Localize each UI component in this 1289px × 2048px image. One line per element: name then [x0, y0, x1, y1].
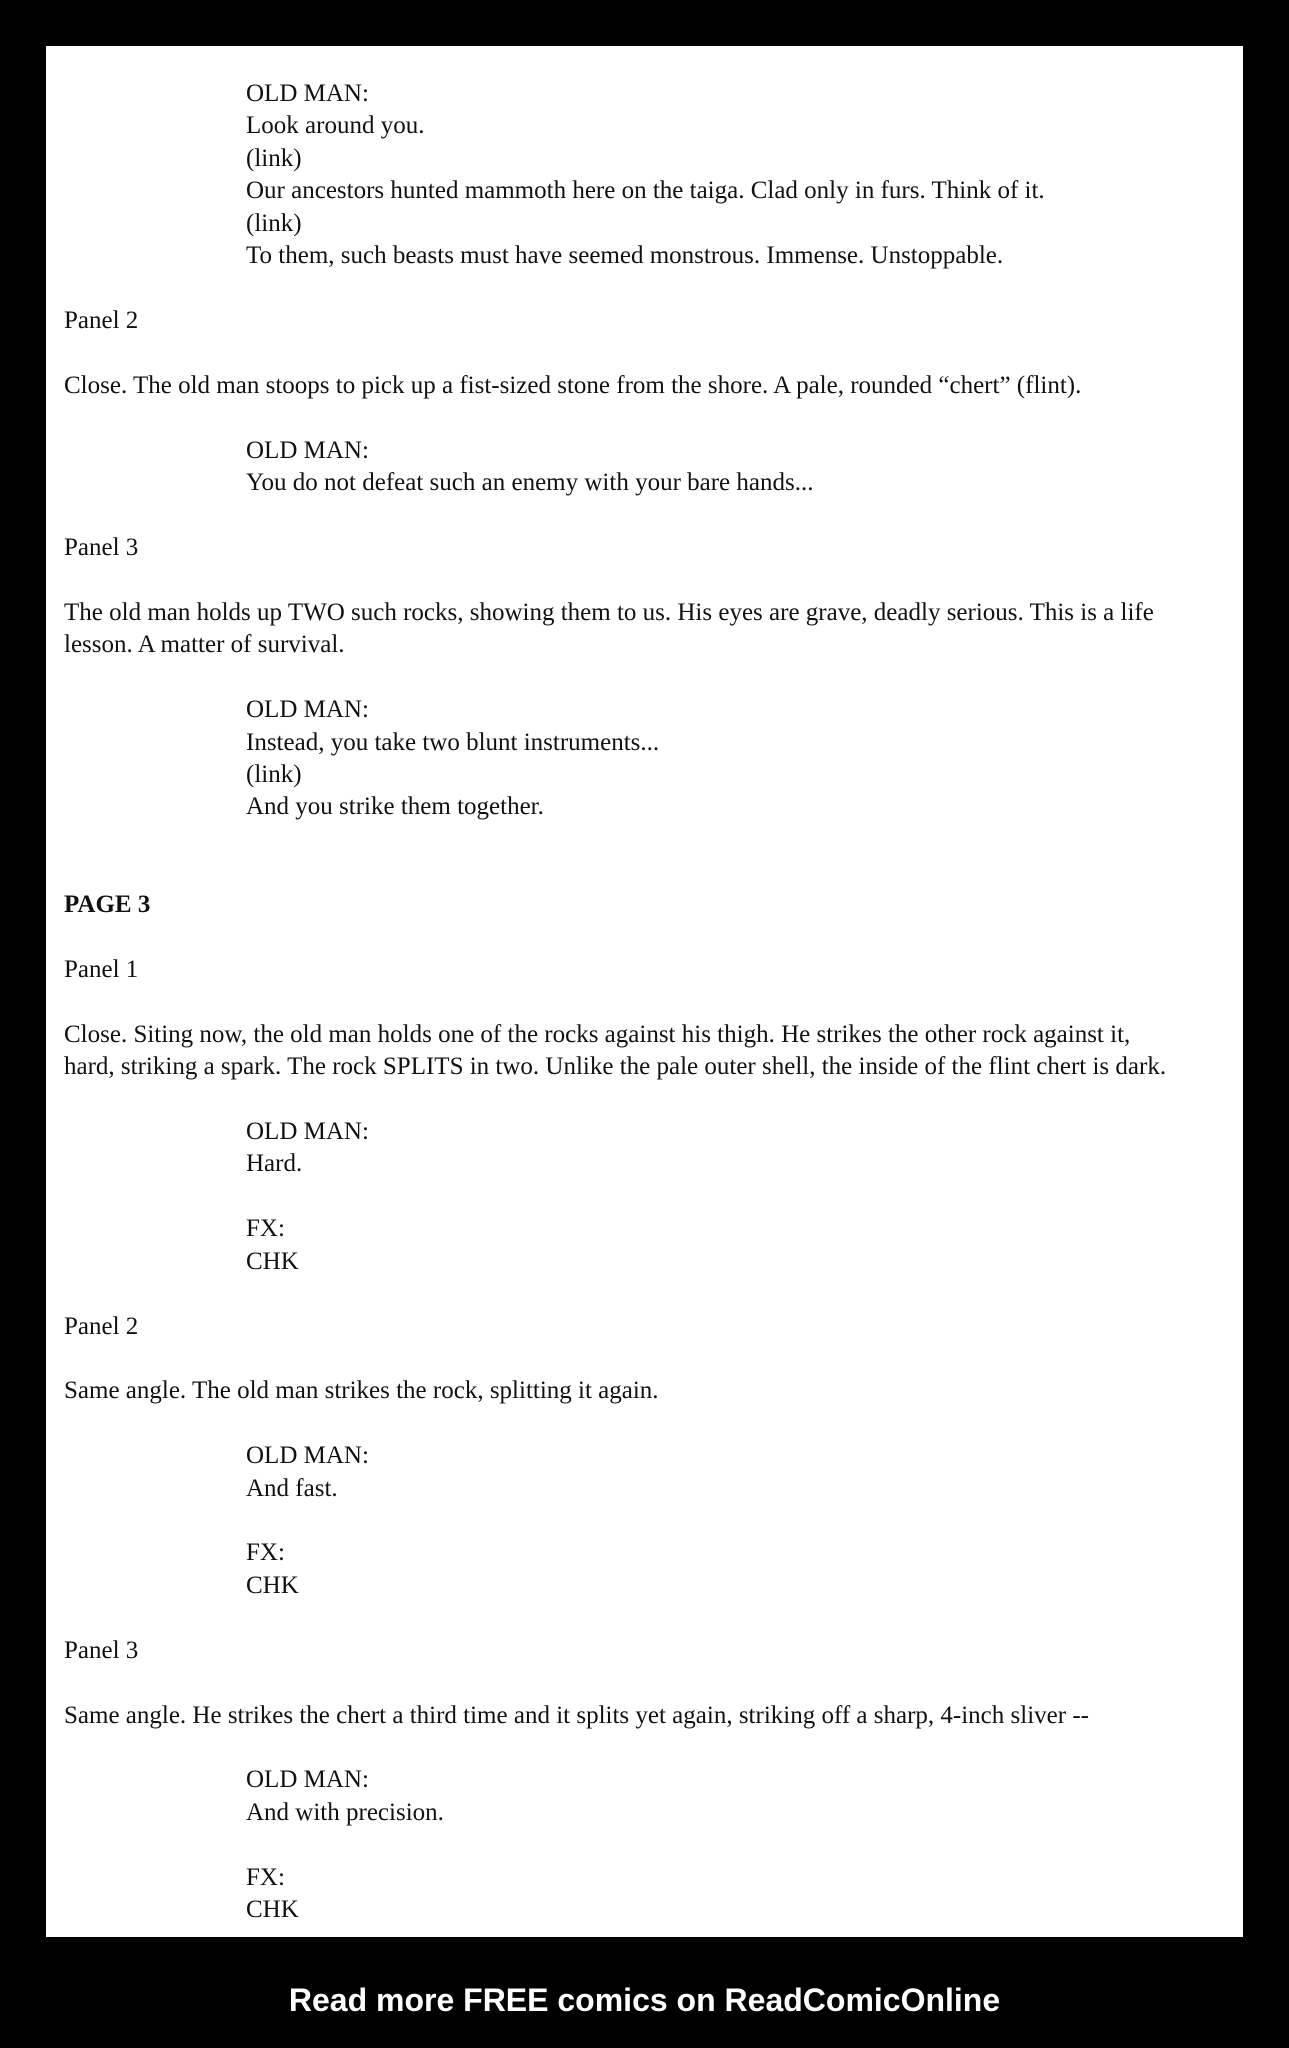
dialogue-line: And with precision.: [246, 1799, 444, 1826]
fx-label: FX:: [246, 1539, 285, 1566]
fx-sound: CHK: [246, 1896, 299, 1923]
action-line: lesson. A matter of survival.: [64, 631, 345, 658]
parenthetical: (link): [246, 210, 302, 237]
dialogue-speaker: OLD MAN:: [246, 696, 369, 723]
fx-label: FX:: [246, 1215, 285, 1242]
panel-heading: Panel 3: [64, 1637, 139, 1664]
dialogue-speaker: OLD MAN:: [246, 437, 369, 464]
dialogue-line: Instead, you take two blunt instruments...: [246, 729, 660, 756]
panel-heading: Panel 2: [64, 1313, 139, 1340]
dialogue-line: And you strike them together.: [246, 793, 544, 820]
fx-label: FX:: [246, 1864, 285, 1891]
dialogue-line: You do not defeat such an enemy with your bare hands...: [246, 469, 814, 496]
dialogue-speaker: OLD MAN:: [246, 1442, 369, 1469]
parenthetical: (link): [246, 145, 302, 172]
dialogue-speaker: OLD MAN:: [246, 1766, 369, 1793]
dialogue-speaker: OLD MAN:: [246, 1118, 369, 1145]
action-line: Same angle. He strikes the chert a third time and it splits yet again, striking off a sharp, 4-inch sliver --: [64, 1702, 1089, 1729]
dialogue-line: To them, such beasts must have seemed monstrous. Immense. Unstoppable.: [246, 242, 1004, 269]
dialogue-line: Hard.: [246, 1150, 303, 1177]
action-line: Same angle. The old man strikes the rock, splitting it again.: [64, 1377, 659, 1404]
script-page: [46, 46, 1243, 1937]
fx-sound: CHK: [246, 1248, 299, 1275]
action-line: hard, striking a spark. The rock SPLITS in two. Unlike the pale outer shell, the inside of the flint chert is dark.: [64, 1053, 1167, 1080]
panel-heading: Panel 1: [64, 956, 139, 983]
dialogue-line: And fast.: [246, 1475, 338, 1502]
page-heading: PAGE 3: [64, 891, 151, 918]
panel-heading: Panel 2: [64, 307, 139, 334]
dialogue-speaker: OLD MAN:: [246, 80, 369, 107]
parenthetical: (link): [246, 761, 302, 788]
fx-sound: CHK: [246, 1572, 299, 1599]
panel-heading: Panel 3: [64, 534, 139, 561]
action-line: Close. Siting now, the old man holds one of the rocks against his thigh. He strikes the other rock against it,: [64, 1021, 1131, 1048]
action-line: The old man holds up TWO such rocks, showing them to us. His eyes are grave, deadly serious. This is a life: [64, 599, 1154, 626]
dialogue-line: Look around you.: [246, 112, 425, 139]
action-line: Close. The old man stoops to pick up a fist-sized stone from the shore. A pale, rounded “chert” (flint).: [64, 372, 1082, 399]
dialogue-line: Our ancestors hunted mammoth here on the taiga. Clad only in furs. Think of it.: [246, 177, 1045, 204]
footer-banner: Read more FREE comics on ReadComicOnline: [288, 1982, 1001, 2018]
